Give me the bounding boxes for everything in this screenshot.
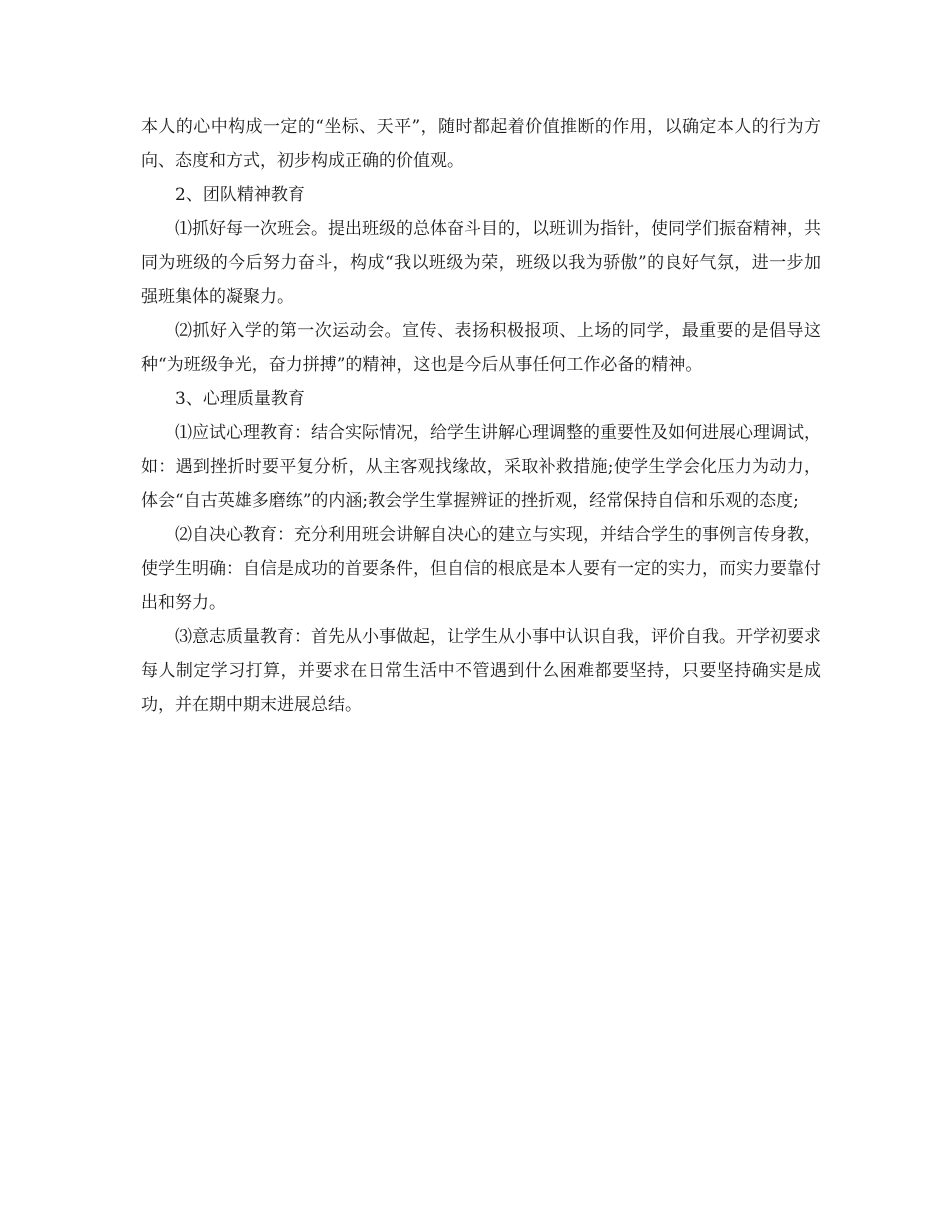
paragraph-value-formation: 本人的心中构成一定的“坐标、天平”，随时都起着价值推断的作用，以确定本人的行为方向、态度和方式，初步构成正确的价值观。	[141, 117, 821, 171]
paragraph-willpower: ⑶意志质量教育：首先从小事做起，让学生从小事中认识自我，评价自我。开学初要求每人制定学习打算，并要求在日常生活中不管遇到什么困难都要坚持，只要坚持确实是成功，并在期中期末进展总结。	[141, 627, 821, 715]
paragraph-self-confidence: ⑵自决心教育：充分利用班会讲解自决心的建立与实现，并结合学生的事例言传身教，使学生明确：自信是成功的首要条件，但自信的根底是本人要有一定的实力，而实力要靠付出和努力。	[141, 525, 821, 613]
document-body	[141, 110, 821, 722]
paragraph-exam-psychology: ⑴应试心理教育：结合实际情况，给学生讲解心理调整的重要性及如何进展心理调试，如：遇到挫折时要平复分析，从主客观找缘故，采取补救措施;使学生学会化压力为动力，体会“自古英雄多磨练”的内涵;教会学生掌握辨证的挫折观，经常保持自信和乐观的态度;	[141, 423, 821, 511]
paragraph-class-meeting: ⑴抓好每一次班会。提出班级的总体奋斗目的，以班训为指针，使同学们振奋精神，共同为班级的今后努力奋斗，构成“我以班级为荣，班级以我为骄傲”的良好气氛，进一步加强班集体的凝聚力。	[141, 219, 821, 307]
section-heading-team-spirit: 2、团队精神教育	[175, 185, 305, 205]
section-heading-psychological-quality: 3、心理质量教育	[175, 389, 305, 409]
paragraph-sports-meeting: ⑵抓好入学的第一次运动会。宣传、表扬积极报项、上场的同学，最重要的是倡导这种“为班级争光，奋力拼搏”的精神，这也是今后从事任何工作必备的精神。	[141, 321, 821, 375]
